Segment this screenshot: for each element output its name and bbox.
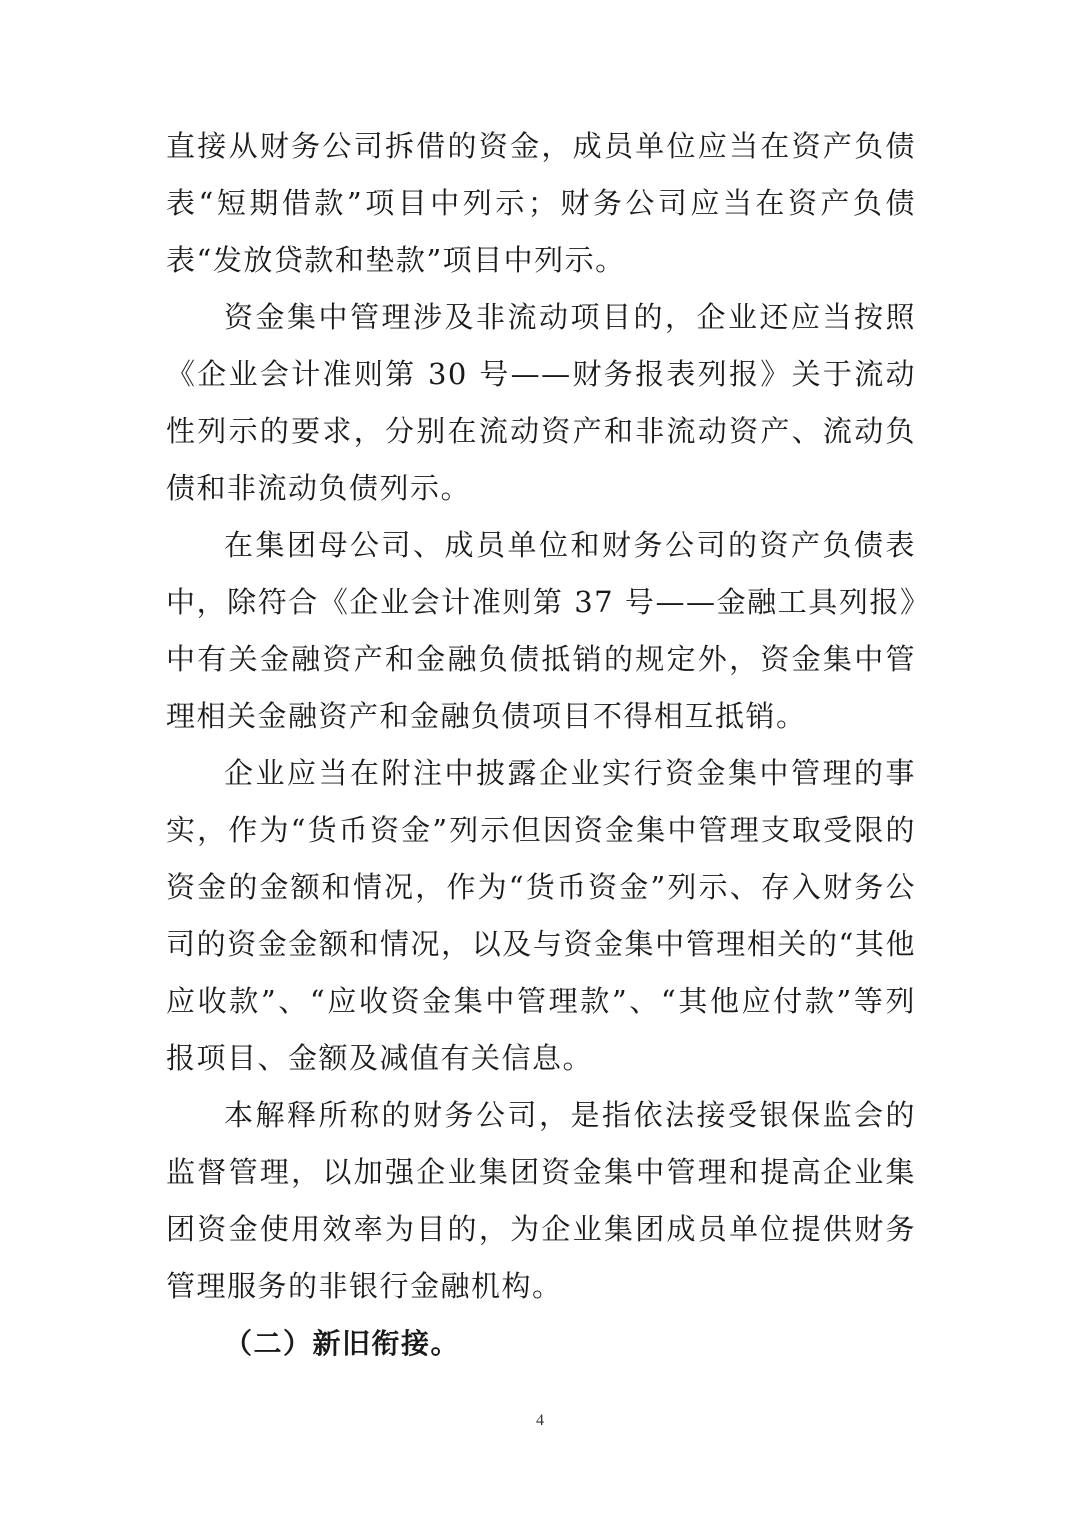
paragraph-1: 直接从财务公司拆借的资金，成员单位应当在资产负债表“短期借款”项目中列示；财务公司应当在资产负债表“发放贷款和垫款”项目中列示。 bbox=[166, 129, 916, 277]
page-number: 4 bbox=[536, 1412, 544, 1429]
section-subheading: （二）新旧衔接。 bbox=[224, 1327, 461, 1360]
paragraph-3: 在集团母公司、成员单位和财务公司的资产负债表中，除符合《企业会计准则第 37 号——金融工具列报》中有关金融资产和金融负债抵销的规定外，资金集中管理相关金融资产和金融负债项目不得相互抵销。 bbox=[166, 528, 916, 733]
document-body bbox=[166, 118, 916, 1372]
paragraph-4: 企业应当在附注中披露企业实行资金集中管理的事实，作为“货币资金”列示但因资金集中管理支取受限的资金的金额和情况，作为“货币资金”列示、存入财务公司的资金金额和情况，以及与资金集中管理相关的“其他应收款”、“应收资金集中管理款”、“其他应付款”等列报项目、金额及减值有关信息。 bbox=[166, 756, 916, 1075]
paragraph-2: 资金集中管理涉及非流动项目的，企业还应当按照《企业会计准则第 30 号——财务报表列报》关于流动性列示的要求，分别在流动资产和非流动资产、流动负债和非流动负债列示。 bbox=[166, 300, 916, 505]
paragraph-5: 本解释所称的财务公司，是指依法接受银保监会的监督管理，以加强企业集团资金集中管理和提高企业集团资金使用效率为目的，为企业集团成员单位提供财务管理服务的非银行金融机构。 bbox=[166, 1098, 916, 1303]
